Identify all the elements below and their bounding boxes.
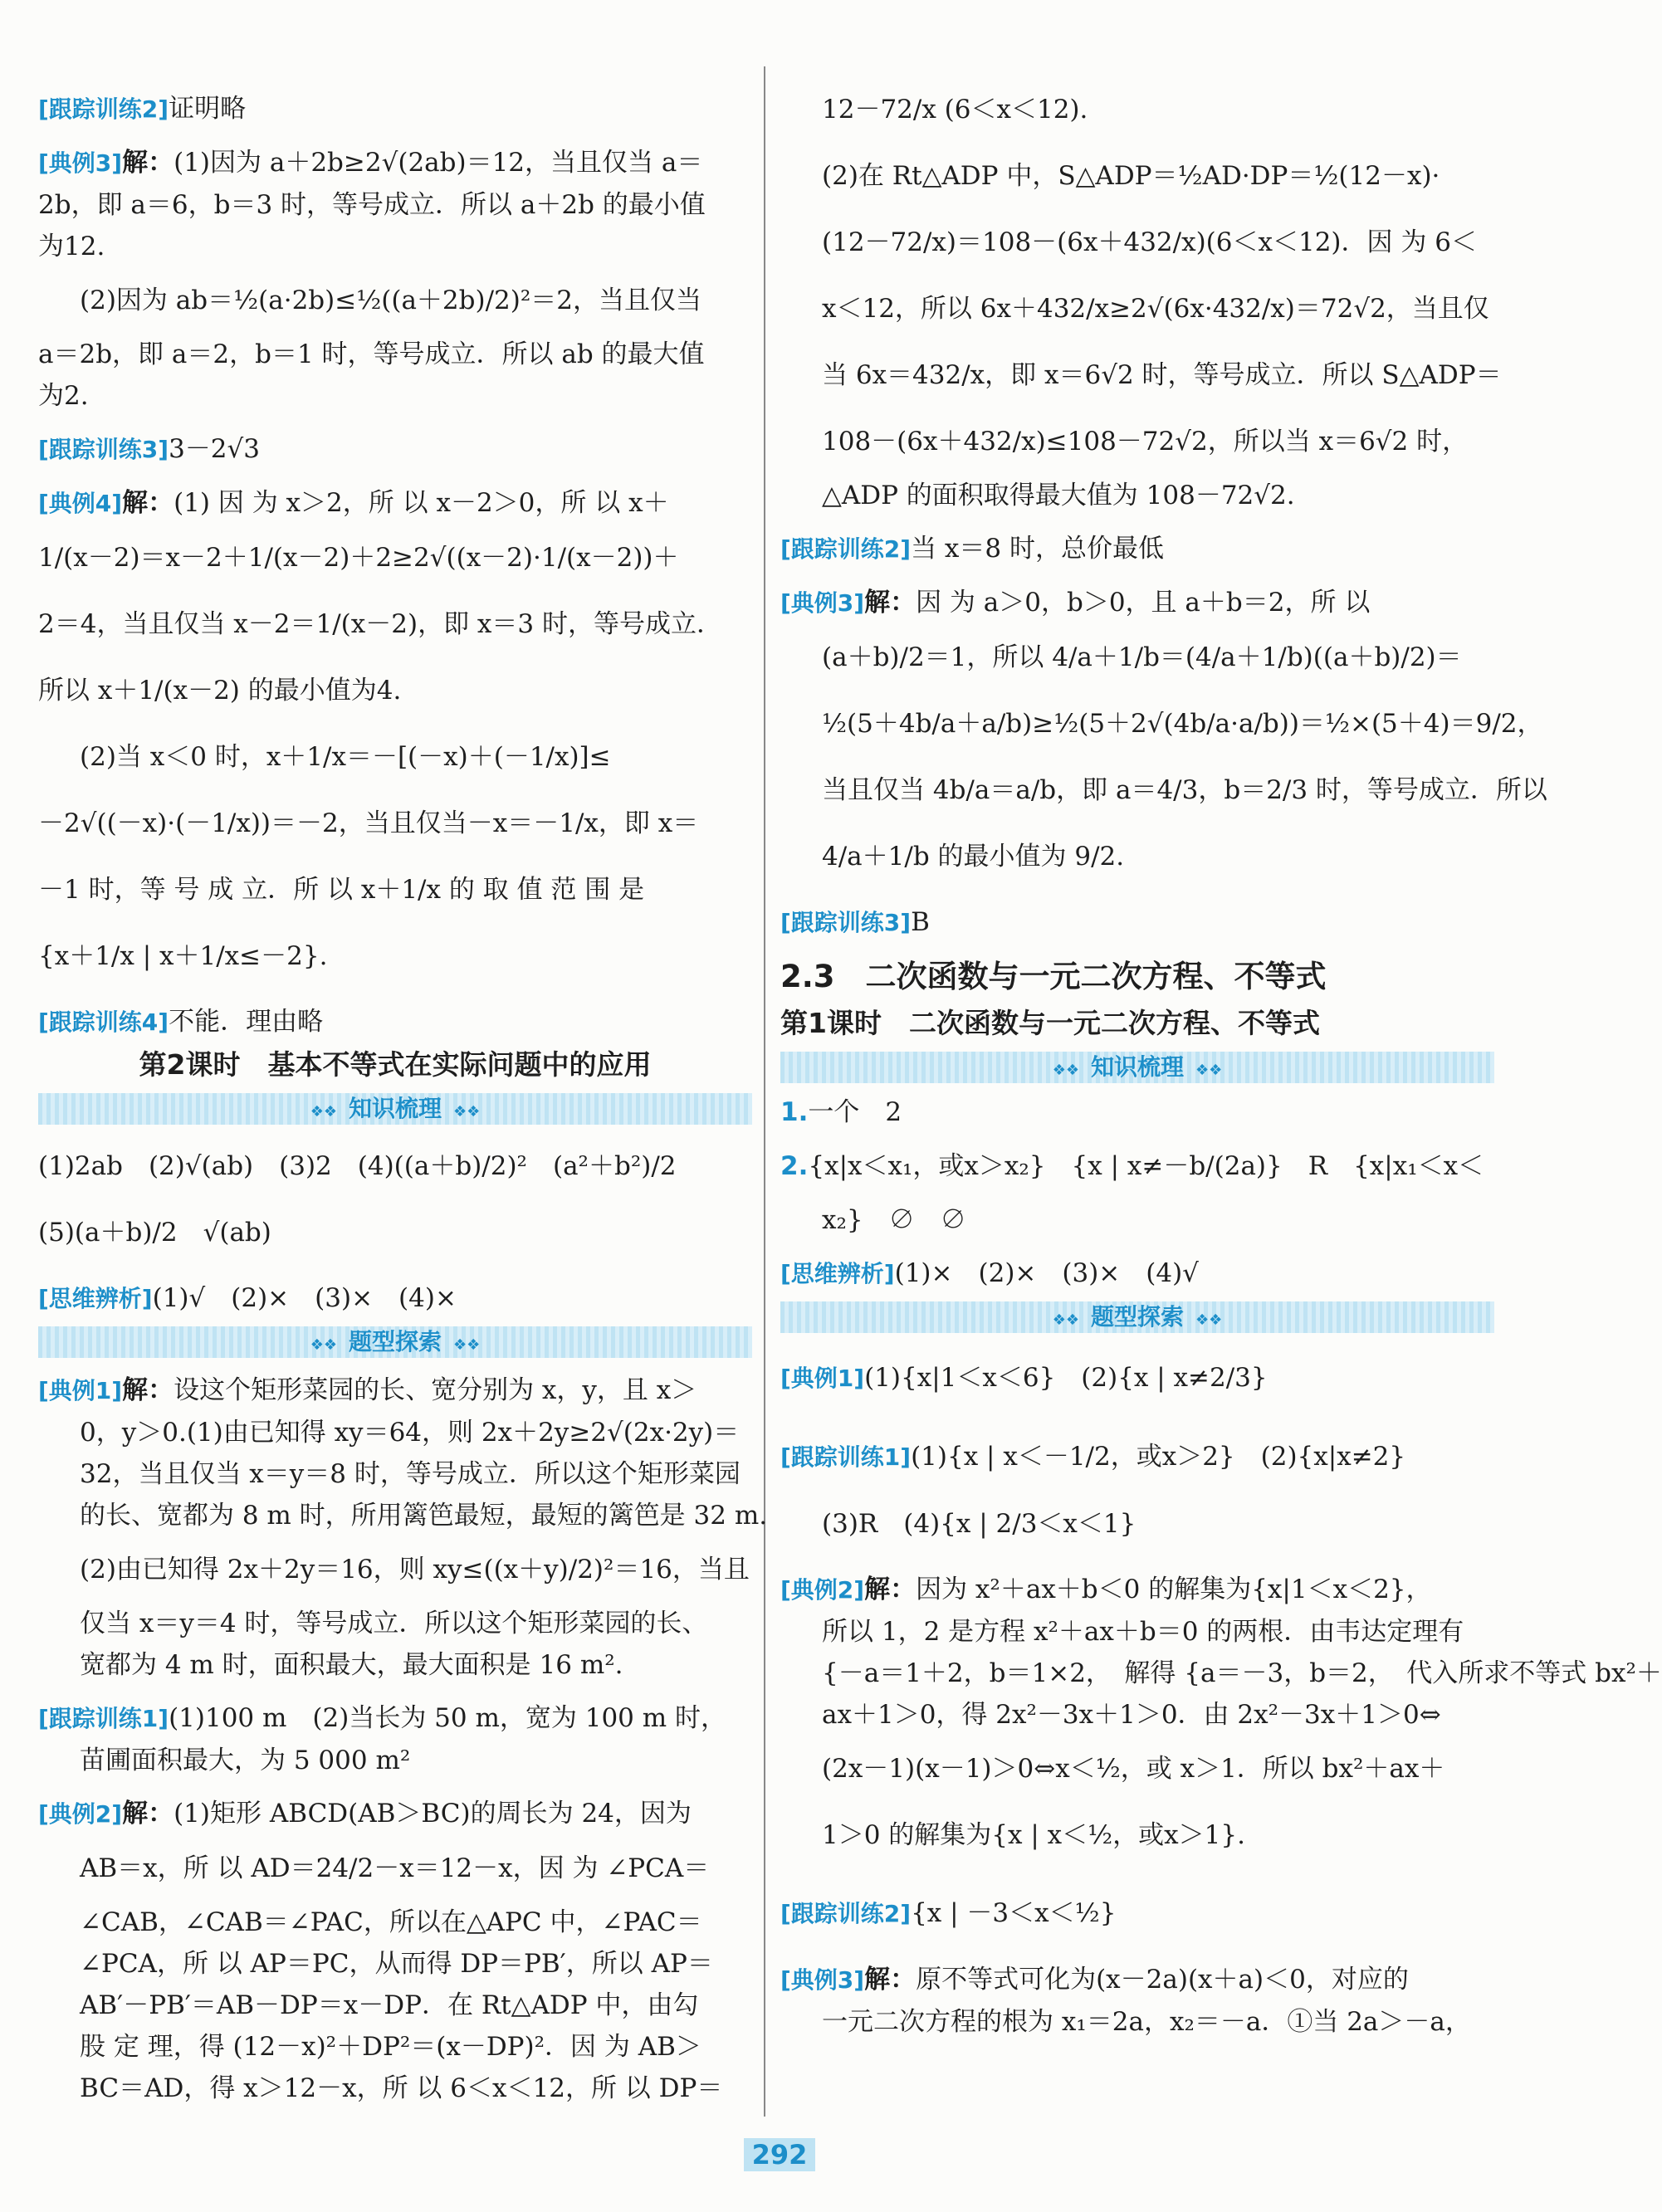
exercise-tag: [跟踪训练3] xyxy=(38,436,169,463)
line-content: 2＝4，当且仅当 x－2＝1/(x－2)，即 x＝3 时，等号成立． xyxy=(38,609,722,639)
text-line xyxy=(780,1880,1494,1947)
text-line xyxy=(780,143,1494,209)
line-content: 一元二次方程的根为 x₁＝2a，x₂＝－a．①当 2a＞－a， xyxy=(822,2007,1471,2037)
exercise-tag: [跟踪训练2] xyxy=(780,535,912,563)
text-line xyxy=(38,1740,752,1781)
section-band xyxy=(780,1052,1494,1083)
line-content: 的长、宽都为 8 m 时，所用篱笆最短，最短的篱笆是 32 m. xyxy=(80,1501,768,1531)
text-line xyxy=(780,582,1494,624)
line-content: ∠CAB，∠CAB＝∠PAC，所以在△APC 中，∠PAC＝ xyxy=(80,1907,702,1937)
diamond-icon: ❖❖ xyxy=(1052,1311,1079,1329)
item-number: 1. xyxy=(780,1097,809,1127)
solution-label: 解： xyxy=(122,148,174,178)
text-line xyxy=(780,1423,1494,1491)
line-content: {x|x＜x₁，或x＞x₂} {x | x≠－b/(2a)} R {x|x₁＜x＜ xyxy=(808,1151,1484,1181)
text-line xyxy=(38,923,752,989)
text-line xyxy=(780,276,1494,342)
text-line xyxy=(38,375,752,417)
text-line xyxy=(38,1536,752,1603)
line-content: x₂} ∅ ∅ xyxy=(822,1205,966,1235)
text-line xyxy=(780,342,1502,408)
exercise-tag: [思维辨析] xyxy=(38,1285,153,1312)
text-line xyxy=(780,1802,1494,1868)
solution-label: 解： xyxy=(864,1575,917,1604)
line-content: 原不等式可化为(x－2a)(x＋a)＜0，对应的 xyxy=(916,1965,1409,1995)
exercise-tag: [跟踪训练1] xyxy=(780,1443,912,1471)
text-line xyxy=(38,428,752,471)
text-line xyxy=(38,1943,752,1985)
exercise-tag: [典例1] xyxy=(38,1377,123,1404)
line-content: 1＞0 的解集为{x | x＜½，或x＞1}. xyxy=(822,1820,1245,1850)
text-line xyxy=(780,528,1494,570)
line-content: 当 6x＝432/x，即 x＝6√2 时，等号成立．所以 S△ADP＝ xyxy=(822,360,1502,390)
right-column xyxy=(780,76,1662,2043)
line-content: 32，当且仅当 x＝y＝8 时，等号成立．所以这个矩形菜园 xyxy=(80,1459,741,1489)
text-line xyxy=(38,2026,752,2068)
diamond-icon: ❖❖ xyxy=(310,1103,337,1121)
line-content: (1){x|1＜x＜6} (2){x | x≠2/3} xyxy=(864,1363,1268,1393)
exercise-tag: [思维辨析] xyxy=(780,1260,895,1287)
page-number xyxy=(0,2138,1559,2171)
text-line xyxy=(38,1277,752,1320)
text-line xyxy=(780,901,1494,944)
line-content: 一个 2 xyxy=(808,1097,902,1127)
text-line xyxy=(38,334,752,375)
text-line xyxy=(780,209,1494,276)
line-content: {x＋1/x | x＋1/x≤－2}. xyxy=(38,941,328,971)
line-content: 因 为 a＞0，b＞0，且 a＋b＝2，所 以 xyxy=(916,588,1371,618)
exercise-tag: [典例4] xyxy=(38,490,123,517)
text-line xyxy=(780,408,1494,475)
line-content: 1/(x－2)＝x－2＋1/(x－2)＋2≥2√((x－2)·1/(x－2))＋ xyxy=(38,543,679,573)
line-content: 12－72/x (6＜x＜12). xyxy=(822,95,1088,125)
line-content: (1)矩形 ABCD(AB＞BC)的周长为 24，因为 xyxy=(174,1799,692,1829)
text-line xyxy=(38,88,752,130)
line-content: －1 时，等 号 成 立．所 以 x＋1/x 的 取 值 范 围 是 xyxy=(38,875,645,905)
line-content: (5)(a＋b)/2 √(ab) xyxy=(38,1218,271,1248)
line-content: x＜12，所以 6x＋432/x≥2√(6x·432/x)＝72√2，当且仅 xyxy=(822,294,1489,324)
text-line xyxy=(780,1569,1494,1611)
exercise-tag: [典例3] xyxy=(38,149,123,177)
text-line xyxy=(38,1495,768,1536)
line-content: △ADP 的面积取得最大值为 108－72√2. xyxy=(822,481,1295,510)
solution-label: 解： xyxy=(122,1375,174,1405)
exercise-tag: [跟踪训练1] xyxy=(38,1705,169,1732)
solution-label: 解： xyxy=(122,1799,174,1829)
exercise-tag: [典例2] xyxy=(780,1576,865,1604)
column-divider xyxy=(764,66,765,2117)
line-content: 股 定 理，得 (12－x)²＋DP²＝(x－DP)²．因 为 AB＞ xyxy=(80,2032,701,2062)
diamond-icon: ❖❖ xyxy=(453,1336,481,1354)
line-content: 当且仅当 4b/a＝a/b，即 a＝4/3，b＝2/3 时，等号成立．所以 xyxy=(822,775,1547,805)
text-line xyxy=(38,184,752,226)
text-line xyxy=(38,1644,752,1686)
text-line xyxy=(38,591,752,657)
text-line xyxy=(38,2068,752,2109)
page-number-label: 292 xyxy=(744,2138,816,2171)
line-content: B xyxy=(911,907,930,937)
line-content: 0，y＞0.(1)由已知得 xy＝64，则 2x＋2y≥2√(2x·2y)＝ xyxy=(80,1418,740,1448)
text-line xyxy=(38,1412,752,1453)
text-line xyxy=(38,525,752,591)
text-line xyxy=(780,1653,1662,1694)
band-label: 知识梳理 xyxy=(348,1095,442,1122)
exercise-tag: [典例2] xyxy=(38,1800,123,1828)
text-line xyxy=(780,757,1547,823)
line-content: 4/a＋1/b 的最小值为 9/2. xyxy=(822,842,1125,872)
line-content: 因为 x²＋ax＋b＜0 的解集为{x|1＜x＜2}， xyxy=(916,1575,1432,1604)
diamond-icon: ❖❖ xyxy=(310,1336,337,1354)
item-number: 2. xyxy=(780,1151,809,1181)
line-content: (1)2ab (2)√(ab) (3)2 (4)((a＋b)/2)² (a²＋b²)/2 xyxy=(38,1151,677,1181)
section-band xyxy=(38,1326,752,1358)
text-line xyxy=(780,1252,1494,1295)
section-heading: 2.3 二次函数与一元二次方程、不等式 xyxy=(780,959,1327,994)
text-line xyxy=(780,691,1543,757)
line-content: 宽都为 4 m 时，面积最大，最大面积是 16 m². xyxy=(80,1650,623,1680)
line-content: ax＋1＞0，得 2x²－3x＋1＞0．由 2x²－3x＋1＞0⇔ xyxy=(822,1700,1441,1730)
text-line xyxy=(38,1133,752,1199)
line-content: (1) 因 为 x＞2，所 以 x－2＞0，所 以 x＋ xyxy=(174,488,669,518)
line-content: 3－2√3 xyxy=(169,434,261,464)
exercise-tag: [跟踪训练3] xyxy=(780,909,912,936)
line-content: ∠PCA，所 以 AP＝PC，从而得 DP＝PB′，所以 AP＝ xyxy=(80,1949,713,1979)
exercise-tag: [典例3] xyxy=(780,1966,865,1994)
line-content: 2b，即 a＝6，b＝3 时，等号成立．所以 a＋2b 的最小值 xyxy=(38,190,706,220)
line-content: ½(5＋4b/a＋a/b)≥½(5＋2√(4b/a·a/b))＝½×(5＋4)＝9/2， xyxy=(822,709,1543,739)
text-line xyxy=(780,1345,1494,1412)
diamond-icon: ❖❖ xyxy=(1195,1062,1223,1079)
text-line xyxy=(780,1491,1494,1557)
line-content: (1)因为 a＋2b≥2√(2ab)＝12，当且仅当 a＝ xyxy=(174,148,703,178)
line-content: (12－72/x)＝108－(6x＋432/x)(6＜x＜12)．因 为 6＜ xyxy=(822,227,1477,257)
text-line xyxy=(780,823,1494,890)
line-content: 证明略 xyxy=(169,94,247,124)
line-content: －2√((－x)·(－1/x))＝－2，当且仅当－x＝－1/x，即 x＝ xyxy=(38,808,699,838)
line-content: 当 x＝8 时，总价最低 xyxy=(911,534,1164,564)
band-label: 知识梳理 xyxy=(1090,1053,1184,1081)
exercise-tag: [跟踪训练4] xyxy=(38,1008,169,1036)
text-line xyxy=(38,1001,752,1043)
band-label: 题型探索 xyxy=(348,1328,442,1355)
text-line xyxy=(780,1736,1494,1802)
line-content: (1){x | x＜－1/2，或x＞2} (2){x|x≠2} xyxy=(911,1442,1406,1472)
line-content: 为2. xyxy=(38,381,89,411)
line-content: 苗圃面积最大，为 5 000 m² xyxy=(80,1746,411,1775)
text-line xyxy=(38,1199,752,1266)
diamond-icon: ❖❖ xyxy=(1195,1311,1223,1329)
text-line xyxy=(780,1694,1494,1736)
line-content: 设这个矩形菜园的长、宽分别为 x，y，且 x＞ xyxy=(174,1375,697,1405)
line-content: {－a＝1＋2，b＝1×2， 解得 {a＝－3，b＝2， 代入所求不等式 bx²＋ xyxy=(822,1658,1662,1688)
line-content: (2)由已知得 2x＋2y＝16，则 xy≤((x＋y)/2)²＝16，当且 xyxy=(80,1555,750,1585)
text-line xyxy=(38,657,752,724)
line-content: (2x－1)(x－1)＞0⇔x＜½，或 x＞1．所以 bx²＋ax＋ xyxy=(822,1754,1445,1784)
line-content: AB＝x，所 以 AD＝24/2－x＝12－x，因 为 ∠PCA＝ xyxy=(80,1853,710,1883)
line-content: (1)100 m (2)当长为 50 m，宽为 100 m 时， xyxy=(169,1703,726,1733)
text-line xyxy=(38,482,752,525)
line-content: BC＝AD，得 x＞12－x，所 以 6＜x＜12，所 以 DP＝ xyxy=(80,2073,723,2103)
text-line xyxy=(780,1133,1494,1199)
line-content: (a＋b)/2＝1，所以 4/a＋1/b＝(4/a＋1/b)((a＋b)/2)＝ xyxy=(822,642,1462,672)
diamond-icon: ❖❖ xyxy=(1052,1062,1079,1079)
text-line xyxy=(38,1835,752,1902)
text-line xyxy=(38,1902,752,1943)
text-line xyxy=(780,1959,1494,2001)
solution-label: 解： xyxy=(864,588,917,618)
line-content: (1)× (2)× (3)× (4)√ xyxy=(894,1258,1199,1288)
text-line xyxy=(38,142,752,184)
text-line xyxy=(780,76,1494,143)
line-content: 仅当 x＝y＝4 时，等号成立．所以这个矩形菜园的长、 xyxy=(80,1609,708,1638)
exercise-tag: [跟踪训练2] xyxy=(38,95,169,123)
exercise-tag: [典例1] xyxy=(780,1365,865,1392)
line-content: 所以 1，2 是方程 x²＋ax＋b＝0 的两根．由韦达定理有 xyxy=(822,1617,1464,1647)
text-line xyxy=(780,2001,1494,2043)
text-line xyxy=(38,267,752,334)
text-line xyxy=(780,475,1494,516)
text-line xyxy=(38,724,752,790)
line-content: AB′－PB′＝AB－DP＝x－DP．在 Rt△ADP 中，由勾 xyxy=(80,1990,699,2020)
text-line xyxy=(38,1453,752,1495)
exercise-tag: [跟踪训练2] xyxy=(780,1900,912,1927)
section-band xyxy=(780,1301,1494,1333)
text-line xyxy=(38,1370,752,1412)
text-line xyxy=(780,1199,1494,1241)
lesson-heading: 第1课时 二次函数与一元二次方程、不等式 xyxy=(780,1007,1320,1039)
section-band xyxy=(38,1093,752,1125)
text-line xyxy=(38,1985,752,2026)
text-line xyxy=(780,624,1494,691)
text-line xyxy=(38,857,752,923)
line-content: (3)R (4){x | 2/3＜x＜1} xyxy=(822,1509,1137,1539)
line-content: (2)因为 ab＝½(a·2b)≤½((a＋2b)/2)²＝2，当且仅当 xyxy=(80,286,701,315)
text-line xyxy=(38,1793,752,1835)
line-content: 为12. xyxy=(38,232,105,261)
band-label: 题型探索 xyxy=(1090,1303,1184,1331)
solution-label: 解： xyxy=(122,488,174,518)
line-content: (2)在 Rt△ADP 中，S△ADP＝½AD·DP＝½(12－x)· xyxy=(822,161,1440,191)
line-content: (1)√ (2)× (3)× (4)× xyxy=(152,1283,457,1313)
line-content: {x | －3＜x＜½} xyxy=(911,1898,1117,1928)
text-line xyxy=(38,1697,752,1740)
lesson-heading: 第2课时 基本不等式在实际问题中的应用 xyxy=(139,1048,652,1081)
text-line xyxy=(780,1091,1494,1133)
solution-label: 解： xyxy=(864,1965,917,1995)
text-line xyxy=(38,790,752,857)
line-content: 108－(6x＋432/x)≤108－72√2，所以当 x＝6√2 时， xyxy=(822,427,1469,457)
diamond-icon: ❖❖ xyxy=(453,1103,481,1121)
exercise-tag: [典例3] xyxy=(780,589,865,617)
line-content: 不能．理由略 xyxy=(169,1007,324,1037)
text-line xyxy=(780,1611,1494,1653)
line-content: (2)当 x＜0 时，x＋1/x＝－[(－x)＋(－1/x)]≤ xyxy=(80,742,611,772)
line-content: 所以 x＋1/(x－2) 的最小值为4. xyxy=(38,676,402,706)
left-column xyxy=(38,76,768,2109)
line-content: a＝2b，即 a＝2，b＝1 时，等号成立．所以 ab 的最大值 xyxy=(38,339,705,369)
text-line xyxy=(38,226,752,267)
text-line xyxy=(38,1603,752,1644)
